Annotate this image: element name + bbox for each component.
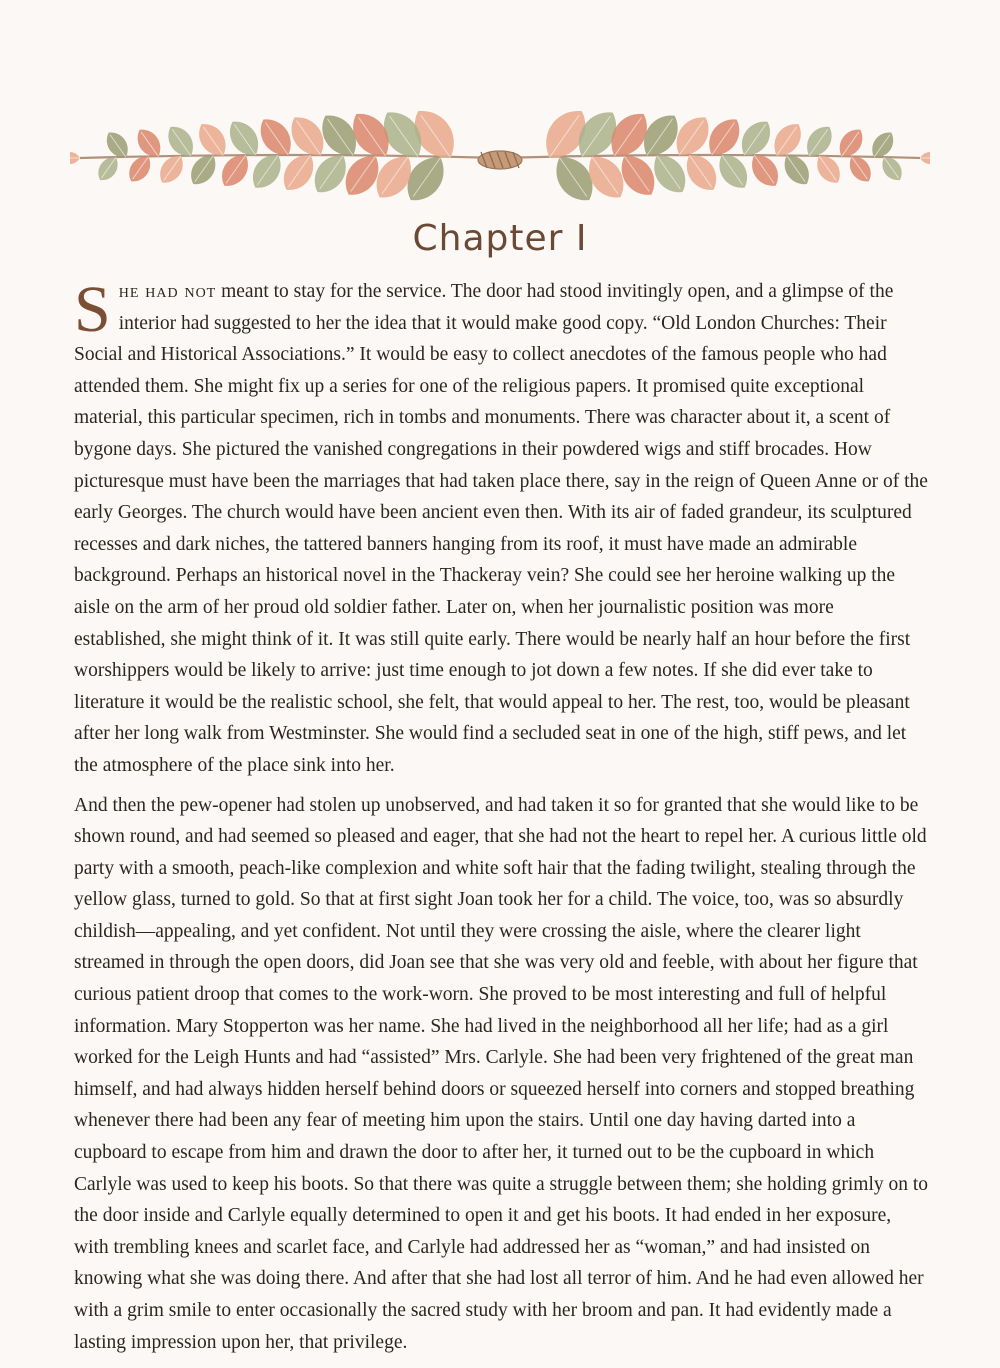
lead-in-small-caps: he had not (118, 281, 217, 302)
chapter-title: Chapter I (412, 218, 588, 259)
paragraph-1-text: meant to stay for the service. The door had stood invitingly open, and a glimpse of the interior had suggested to her the idea that it would make good copy. “Old London Churches: Their Social and Historical Associations.” It would be easy to collect anecdotes of the famous people who had attended them. She might fix up a series for one of the religious papers. It promised quite exceptional material, this particular specimen, rich in tombs and monuments. There was character about it, a scent of bygone days. She pictured the vanished congregations in their powdered wigs and stiff brocades. How picturesque must have been the marriages that had taken place there, say in the reign of Queen Anne or of the early Georges. The church would have been ancient even then. With its air of faded grandeur, its sculptured recesses and dark niches, the tattered banners hanging from its roof, it must have made an admirable background. Perhaps an historical novel in the Thackeray vein? She could see her heroine walking up the aisle on the arm of her proud old soldier father. Later on, when her journalistic position was more established, she might think of it. It was still quite early. There would be nearly half an hour before the first worshippers would be likely to arrive: just time enough to jot down a few notes. If she did ever take to literature it would be the realistic school, she felt, that would appeal to her. The rest, too, would be pleasant after her long walk from Westminster. She would find a secluded seat in one of the high, stiff pews, and let the atmosphere of the place sink into her. (74, 281, 928, 776)
leaf-icon (70, 152, 80, 164)
paragraph-1 (74, 273, 930, 782)
drop-cap: S (74, 273, 111, 346)
leaf-icon (920, 152, 930, 164)
chapter-body (74, 273, 930, 1366)
autumn-leaf-garland-icon (70, 88, 930, 228)
paragraph-2: And then the pew-opener had stolen up unobserved, and had taken it so for granted that she would like to be shown round, and had seemed so pleased and eager, that she had not the heart to repel her. A curious little old party with a smooth, peach-like complexion and white soft hair that the fading twilight, stealing through the yellow glass, turned to gold. So that at first sight Joan took her for a child. The voice, too, was so absurdly childish—appealing, and yet confident. Not until they were crossing the aisle, where the clearer light streamed in through the open doors, did Joan see that she was very old and feeble, with about her figure that curious patient droop that comes to the work-worn. She proved to be most interesting and full of helpful information. Mary Stopperton was her name. She had lived in the neighborhood all her life; had as a girl worked for the Leigh Hunts and had “assisted” Mrs. Carlyle. She had been very frightened of the great man himself, and had always hidden herself behind doors or squeezed herself into corners and stopped breathing whenever there had been any fear of meeting him upon the stairs. Until one day having darted into a cupboard to escape from him and drawn the door to after her, it turned out to be the cupboard in which Carlyle was used to keep his boots. So that there was quite a struggle between them; she holding grimly on to the door inside and Carlyle equally determined to open it and get his boots. It had ended in her exposure, with trembling knees and scarlet face, and Carlyle had addressed her as “woman,” and had insisted on knowing what she was doing there. And after that she had lost all terror of him. And he had even allowed her with a grim smile to enter occasionally the sacred study with her broom and pan. It had evidently made a lasting impression upon her, that privilege. (74, 794, 929, 1353)
